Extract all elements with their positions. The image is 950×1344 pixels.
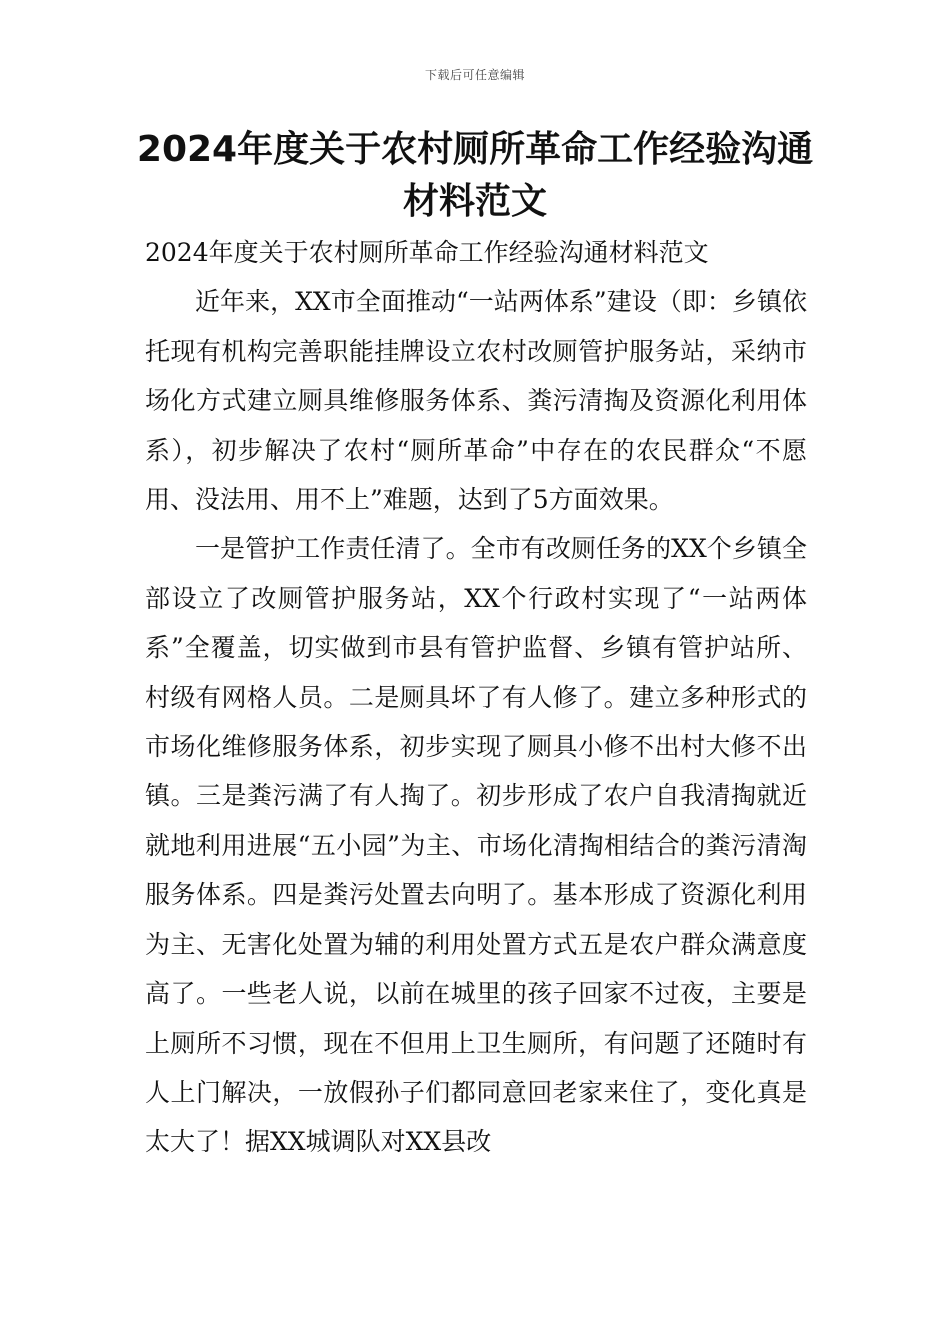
paragraph-effects: 一是管护工作责任清了。全市有改厕任务的XX个乡镇全部设立了改厕管护服务站，XX个行政村实现了“一站两体系”全覆盖，切实做到市县有管护监督、乡镇有管护站所、村级有网格人员。二是厕具坏了有人修了。建立多种形式的市场化维修服务体系，初步实现了厕具小修不出村大修不出镇。三是粪污满了有人掏了。初步形成了农户自我清掏就近就地利用进展“五小园”为主、市场化清掏相结合的粪污清淘服务体系。四是粪污处置去向明了。基本形成了资源化利用为主、无害化处置为辅的利用处置方式五是农户群众满意度高了。一些老人说，以前在城里的孩子回家不过夜，主要是上厕所不习惯，现在不但用上卫生厕所，有问题了还随时有人上门解决，一放假孙子们都同意回老家来住了，变化真是太大了！据XX城调队对XX县改: [145, 534, 807, 1157]
document-title: 2024年度关于农村厕所革命工作经验沟通材料范文: [136, 129, 814, 222]
header-note: 下载后可任意编辑: [424, 68, 525, 82]
document-body: [145, 228, 807, 1167]
paragraph-intro: 近年来，XX市全面推动“一站两体系”建设（即：乡镇依托现有机构完善职能挂牌设立农村改厕管护服务站，采纳市场化方式建立厕具维修服务体系、粪污清掏及资源化利用体系），初步解决了农村“厕所革命”中存在的农民群众“不愿用、没法用、用不上”难题，达到了5方面效果。: [145, 287, 807, 515]
document-subtitle: 2024年度关于农村厕所革命工作经验沟通材料范文: [145, 238, 709, 267]
